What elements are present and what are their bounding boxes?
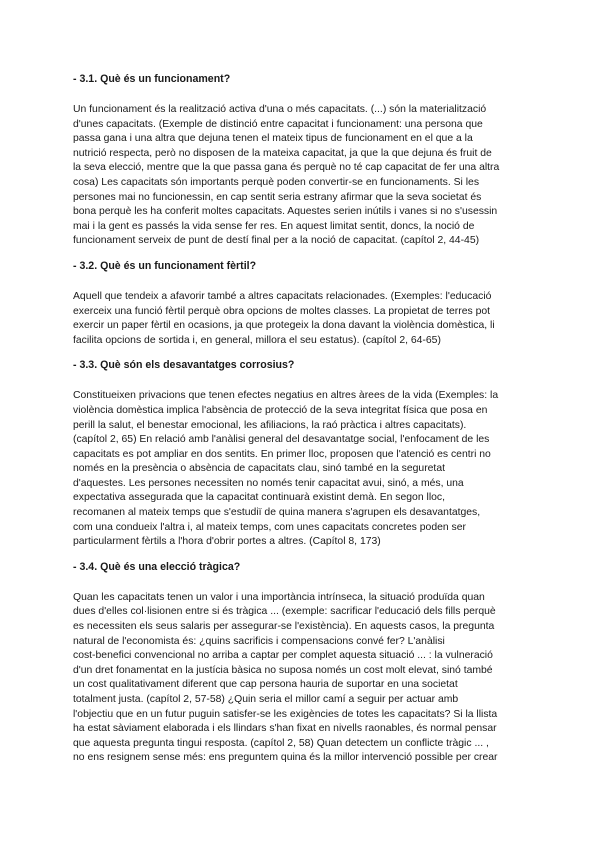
section-heading-3-2: - 3.2. Què és un funcionament fèrtil? xyxy=(73,259,257,272)
text-line: (capítol 2, 65) En relació amb l'anàlisi general del desavantatge social, l'enfocament de les xyxy=(73,434,490,446)
section-paragraph-3-2 xyxy=(73,290,531,348)
text-line: Un funcionament és la realització activa d'una o més capacitats. (...) són la materialització xyxy=(73,104,487,115)
section-heading-3-3: - 3.3. Què són els desavantatges corrosius? xyxy=(73,359,295,372)
section-paragraph-3-4 xyxy=(73,591,531,766)
text-line: passa gana i una altra que dejuna tenen el mateix tipus de funcionament en el que a la xyxy=(73,133,473,145)
text-line: exercir un paper fèrtil en ocasions, ja que protegeix la dona davant la violència domèstica, li xyxy=(73,320,495,332)
text-line: nutrició respecta, però no disposen de la mateixa capacitat, ja que la que dejuna és fruit de xyxy=(73,147,492,159)
text-line: expectativa assegurada que la capacitat continuarà existint demà. En segon lloc, xyxy=(73,492,445,504)
text-line: l'objectiu que en un futur puguin satisfer-se les exigències de totes les capacitats? Si la llista xyxy=(73,708,498,720)
text-line: com una condueix l'altra i, al mateix temps, com unes capacitats concretes poden ser xyxy=(73,521,466,533)
text-line: cosa) Les capacitats són importants perquè poden convertir-se en funcionaments. Si les xyxy=(73,176,480,188)
text-line: perill la salut, el benestar emocional, les afiliacions, la raó pràctica i altres capacitats). xyxy=(73,419,467,431)
text-line: un cost qualitativament diferent que cap persona hauria de suportar en una societat xyxy=(73,679,458,691)
text-line: recomanen al mateix temps que s'estudiï de quina manera s'agrupen els desavantatges, xyxy=(73,507,481,519)
section-heading-3-4: - 3.4. Què és una elecció tràgica? xyxy=(73,560,241,573)
text-line: d'aquestes. Les persones necessiten no només tenir capacitat avui, sinó, a més, una xyxy=(73,477,464,489)
text-line: Quan les capacitats tenen un valor i una importància intrínseca, la situació produïda quan xyxy=(73,591,485,603)
text-line: natural de l'economista és: ¿quins sacrificis i compensacions convé fer? L'anàlisi xyxy=(73,635,445,647)
text-line: que aquesta pregunta tingui resposta. (capítol 2, 58) Quan detectem un conflicte tràgic ... , xyxy=(73,737,489,749)
section-paragraph-3-3 xyxy=(73,389,531,550)
document-page xyxy=(73,72,531,776)
section-paragraph-3-1 xyxy=(73,103,531,249)
text-line: capacitats es pot ampliar en dos sentits. En primer lloc, proposen que l'atenció es centri no xyxy=(73,448,491,460)
text-line: persones mai no funcionessin, en cap sentit seria estrany afirmar que la seva societat és xyxy=(73,191,482,203)
text-line: només en la presència o absència de capacitats clau, sinó també en la seguretat xyxy=(73,463,445,475)
text-line: mai i la gent es passés la vida sense fer res. En aquest limitat sentit, doncs, la noció de xyxy=(73,220,475,232)
text-line: Constitueixen privacions que tenen efectes negatius en altres àrees de la vida (Exemples: la xyxy=(73,390,499,402)
text-line: ha estat sàviament elaborada i els llindars s'han fixat en nivells raonables, és normal pensar xyxy=(73,723,497,735)
text-line: Aquell que tendeix a afavorir també a altres capacitats relacionades. (Exemples: l'educació xyxy=(73,290,492,302)
text-line: exerceix una funció fèrtil perquè obra opcions de moltes classes. La propietat de terres pot xyxy=(73,305,491,317)
text-line: dues d'elles col·lisionen entre si és tràgica ... (exemple: sacrificar l'educació dels fills perquè xyxy=(73,606,496,618)
section-heading-3-1: - 3.1. Què és un funcionament? xyxy=(73,73,231,85)
text-line: facilita opcions de sortida i, en general, millora el seu estatus). (capítol 2, 64-65) xyxy=(73,334,441,346)
text-line: es necessiten els seus salaris per assegurar-se l'existència). En aquests casos, la pregunta xyxy=(73,621,495,633)
text-line: d'un dret fonamentat en la justícia bàsica no suposa només un cost molt elevat, sinó també xyxy=(73,664,493,676)
text-line: la seva elecció, mentre que la que passa gana és perquè no té cap capacitat de fer una altra xyxy=(73,162,500,174)
text-line: particularment fèrtils a l'hora d'obrir portes a altres. (Capítol 8, 173) xyxy=(73,536,381,548)
text-line: violència domèstica implica l'absència de protecció de la seva integritat física que posa en xyxy=(73,404,488,416)
text-line: no ens resignem sense més: ens preguntem quina és la millor intervenció possible per crear xyxy=(73,752,498,764)
text-line: totalment justa. (capítol 2, 57-58) ¿Quin seria el millor camí a seguir per actuar amb xyxy=(73,694,459,705)
text-line: d'unes capacitats. (Exemple de distinció entre capacitat i funcionament: una persona que xyxy=(73,118,483,130)
text-line: bona perquè les ha conferit moltes capacitats. Aquestes serien inútils i vanes si no s'usessin xyxy=(73,206,498,218)
text-line: cost-benefici convencional no arriba a captar per complet aquesta situació ... : la vulneració xyxy=(73,650,493,662)
text-line: funcionament serveix de punt de destí final per a la noció de capacitat. (capítol 2, 44-45) xyxy=(73,235,480,247)
